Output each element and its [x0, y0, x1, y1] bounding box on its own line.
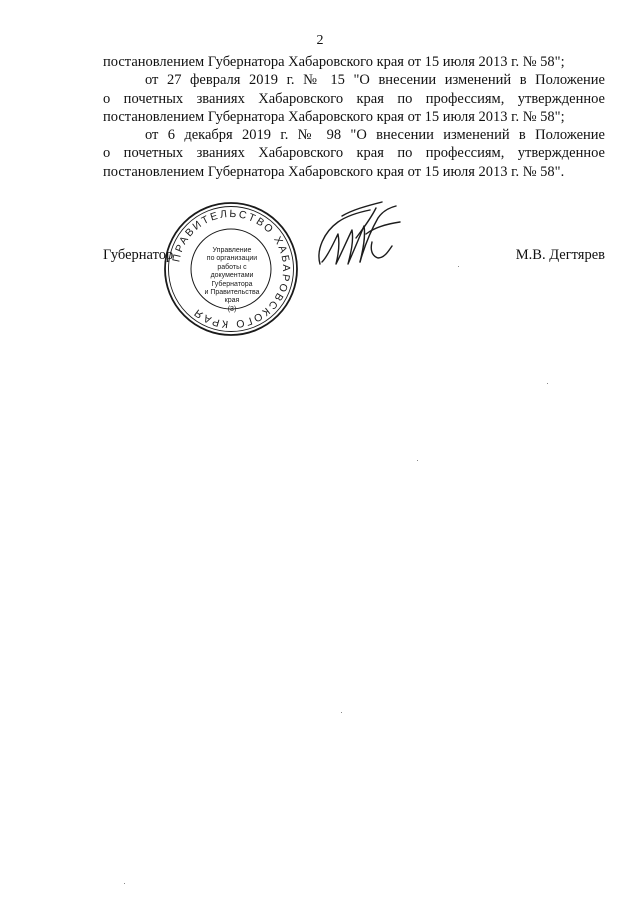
paragraph-continuation — [103, 53, 605, 71]
stamp-ring-text: ПРАВИТЕЛЬСТВО ХАБАРОВСКОГО КРАЯ — [170, 207, 293, 331]
stamp-line: по организации — [206, 255, 258, 263]
text-line: от 27 февраля 2019 г. № 15 "О внесении изменений в Положение — [145, 72, 605, 89]
text-line: о почетных званиях Хабаровского края по профессиям, утвержденное — [103, 145, 605, 162]
signatory-title: Губернатор — [103, 247, 174, 263]
document-body — [103, 53, 605, 181]
signatory-name: М.В. Дегтярев — [515, 247, 605, 263]
stamp-center-text — [198, 247, 266, 314]
stamp-line: и Правительства — [204, 289, 260, 297]
text-line: о почетных званиях Хабаровского края по профессиям, утвержденное — [103, 90, 605, 107]
page-number: 2 — [316, 33, 324, 48]
scan-speck — [124, 883, 125, 884]
scan-speck — [458, 266, 459, 267]
paragraph-amendment-dec-2019 — [103, 126, 605, 181]
stamp-line: Губернатора — [211, 280, 253, 288]
text-line: постановлением Губернатора Хабаровского края от 15 июля 2013 г. № 58"; — [103, 108, 565, 125]
text-line: от 6 декабря 2019 г. № 98 "О внесении изменений в Положение — [145, 127, 605, 144]
stamp-line: работы с документами — [210, 263, 254, 280]
stamp-line: края — [224, 297, 240, 305]
scan-speck — [341, 712, 342, 713]
stamp-line: (3) — [227, 305, 237, 313]
scan-speck — [547, 383, 548, 384]
stamp-line: Управление — [212, 247, 252, 254]
text-line: постановлением Губернатора Хабаровского края от 15 июля 2013 г. № 58"; — [103, 54, 565, 70]
handwritten-signature — [312, 198, 404, 278]
text-line: постановлением Губернатора Хабаровского края от 15 июля 2013 г. № 58". — [103, 163, 565, 180]
scan-speck — [417, 460, 418, 461]
paragraph-amendment-feb-2019 — [103, 71, 605, 126]
